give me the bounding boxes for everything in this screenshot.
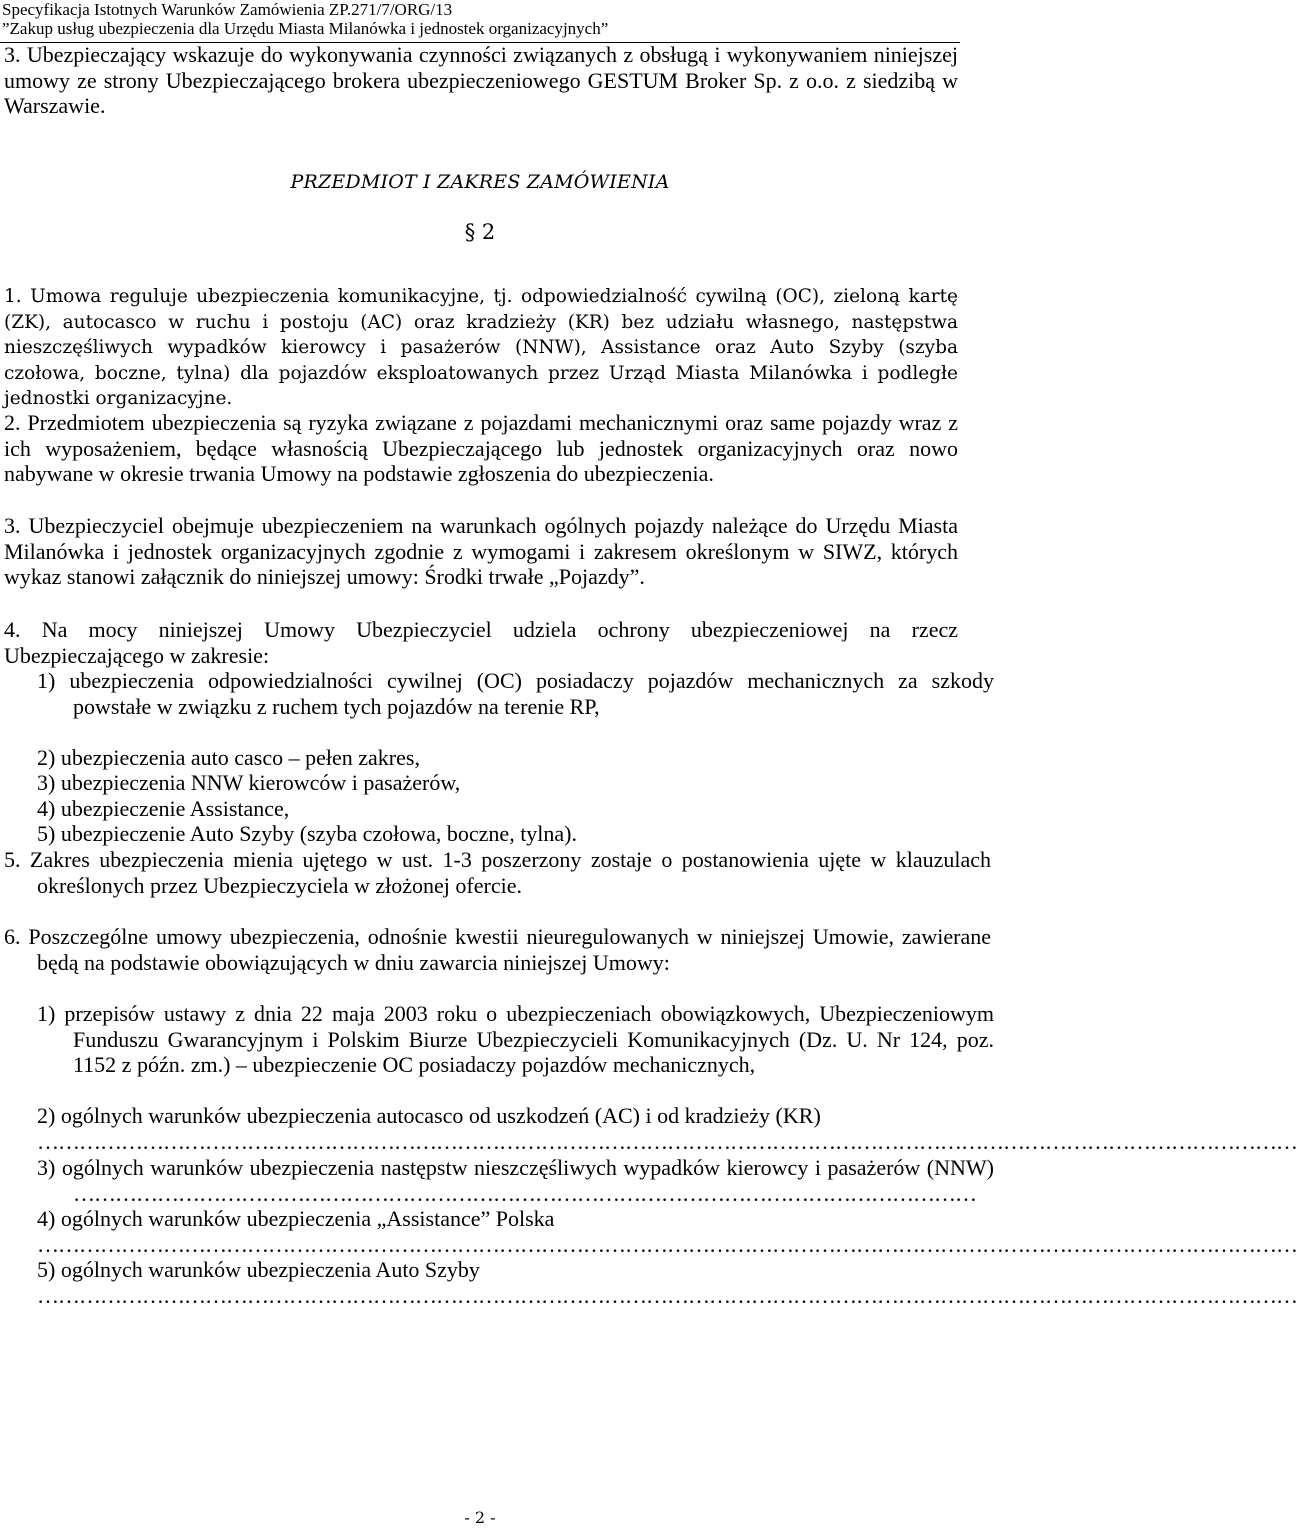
fill-dots: ………………………………………………………………………………………………………………………………………………………………: [37, 1231, 1297, 1257]
sub-text: ubezpieczenie Auto Szyby (szyba czołowa, boczne, tylna).: [60, 821, 578, 846]
item-2: [4, 410, 958, 487]
section-title: PRZEDMIOT I ZAKRES ZAMÓWIENIA: [290, 171, 670, 193]
sub-number: 2): [37, 1103, 56, 1128]
item-1-text: Umowa reguluje ubezpieczenia komunikacyjne, tj. odpowiedzialność cywilną (OC), zieloną kartę (ZK), autocasco w ruchu i postoju (AC) oraz kradzieży (KR) bez udziału własnego, następstwa nieszczęśliwych wypadków kierowcy i pasażerów (NNW), Assistance oraz Auto Szyby (szyba czołowa, boczne, tylna) dla pojazdów eksploatowanych przez Urząd Miasta Milanówka i podległe jednostki organizacyjne.: [4, 286, 958, 409]
item-4-sub-5: [37, 821, 958, 847]
sub-text: ubezpieczenia odpowiedzialności cywilnej (OC) posiadaczy pojazdów mechanicznych za szkody powstałe w związku z ruchem tych pojazdów na terenie RP,: [69, 668, 994, 719]
item-6-sub-2: [37, 1103, 1297, 1154]
fill-dots: ………………………………………………………………………………………………………………………………………………………………: [37, 1282, 1297, 1308]
item-6: [4, 924, 991, 975]
sub-text: ogólnych warunków ubezpieczenia autocasco od uszkodzeń (AC) i od kradzieży (KR): [60, 1103, 821, 1128]
page-number: - 2 -: [464, 1508, 496, 1527]
sub-number: 3): [37, 1155, 56, 1180]
item-4-sub-4: [37, 796, 958, 822]
item-4-text: Na mocy niniejszej Umowy Ubezpieczyciel udziela ochrony ubezpieczeniowej na rzecz Ubezpieczającego w zakresie:: [4, 617, 958, 668]
page-header: [0, 0, 960, 43]
sub-number: 3): [37, 770, 56, 795]
item-6-number: 6.: [4, 924, 21, 949]
sub-text: ogólnych warunków ubezpieczenia „Assistance” Polska: [60, 1206, 555, 1231]
intro-number: 3.: [4, 42, 21, 67]
sub-number: 1): [37, 668, 56, 693]
item-1-number: 1.: [4, 286, 22, 307]
sub-text: ubezpieczenia auto casco – pełen zakres,: [60, 745, 420, 770]
sub-text: ogólnych warunków ubezpieczenia Auto Szyby: [60, 1257, 480, 1282]
intro-text: Ubezpieczający wskazuje do wykonywania czynności związanych z obsługą i wykonywaniem niniejszej umowy ze strony Ubezpieczającego brokera ubezpieczeniowego GESTUM Broker Sp. z o.o. z siedzibą w Warszawie.: [4, 42, 958, 118]
sub-number: 4): [37, 1206, 56, 1231]
item-5: [4, 847, 991, 898]
intro-paragraph: [4, 42, 958, 119]
sub-text: ubezpieczenie Assistance,: [60, 796, 290, 821]
item-4-number: 4.: [4, 617, 21, 642]
item-4-sub-1: [37, 668, 994, 719]
item-3-number: 3.: [4, 513, 21, 538]
item-6-sub-3: [37, 1155, 994, 1206]
item-2-number: 2.: [4, 410, 21, 435]
sub-text: ogólnych warunków ubezpieczenia następstw nieszczęśliwych wypadków kierowcy i pasażerów (NNW): [61, 1155, 994, 1180]
item-4: [4, 617, 958, 668]
item-1: [4, 284, 958, 412]
sub-number: 5): [37, 821, 56, 846]
sub-number: 5): [37, 1257, 56, 1282]
item-3-text: Ubezpieczyciel obejmuje ubezpieczeniem na warunkach ogólnych pojazdy należące do Urzędu Miasta Milanówka i jednostek organizacyjnych zgodnie z wymogami i zakresem określonym w SIWZ, których wykaz stanowi załącznik do niniejszej umowy: Środki trwałe „Pojazdy”.: [4, 513, 958, 589]
fill-dots-inline: …………………………………………………………………………………………………………………: [73, 1180, 976, 1206]
sub-number: 2): [37, 745, 56, 770]
section-paragraph-mark: § 2: [464, 220, 496, 244]
item-2-text: Przedmiotem ubezpieczenia są ryzyka związane z pojazdami mechanicznymi oraz same pojazdy wraz z ich wyposażeniem, będące własnością Ubezpieczającego lub jednostek organizacyjnych oraz nowo nabywane w okresie trwania Umowy na podstawie zgłoszenia do ubezpieczenia.: [4, 410, 959, 486]
sub-text: przepisów ustawy z dnia 22 maja 2003 roku o ubezpieczeniach obowiązkowych, Ubezpieczeniowym Funduszu Gwarancyjnym i Polskim Biurze Ubezpieczycieli Komunikacyjnych (Dz. U. Nr 124, poz. 1152 z późn. zm.) – ubezpieczenie OC posiadaczy pojazdów mechanicznych,: [64, 1001, 994, 1077]
item-6-sub-4: [37, 1206, 1297, 1257]
item-3: [4, 513, 958, 590]
item-6-text: Poszczególne umowy ubezpieczenia, odnośnie kwestii nieuregulowanych w niniejszej Umowie, zawierane będą na podstawie obowiązujących w dniu zawarcia niniejszej Umowy:: [28, 924, 991, 975]
header-line-2: ”Zakup usług ubezpieczenia dla Urzędu Miasta Milanówka i jednostek organizacyjnych”: [2, 19, 609, 38]
sub-number: 4): [37, 796, 56, 821]
header-line-1: Specyfikacja Istotnych Warunków Zamówienia ZP.271/7/ORG/13: [2, 0, 453, 19]
item-5-text: Zakres ubezpieczenia mienia ujętego w ust. 1-3 poszerzony zostaje o postanowienia ujęte w klauzulach określonych przez Ubezpieczyciela w złożonej ofercie.: [29, 847, 991, 898]
item-4-sub-2: [37, 745, 958, 771]
item-5-number: 5.: [4, 847, 21, 872]
item-6-sub-5: [37, 1257, 1297, 1308]
sub-number: 1): [37, 1001, 56, 1026]
item-6-sub-1: [37, 1001, 994, 1078]
item-4-sub-3: [37, 770, 958, 796]
fill-dots: ………………………………………………………………………………………………………………………………………………………………: [37, 1128, 1297, 1154]
sub-text: ubezpieczenia NNW kierowców i pasażerów,: [60, 770, 461, 795]
